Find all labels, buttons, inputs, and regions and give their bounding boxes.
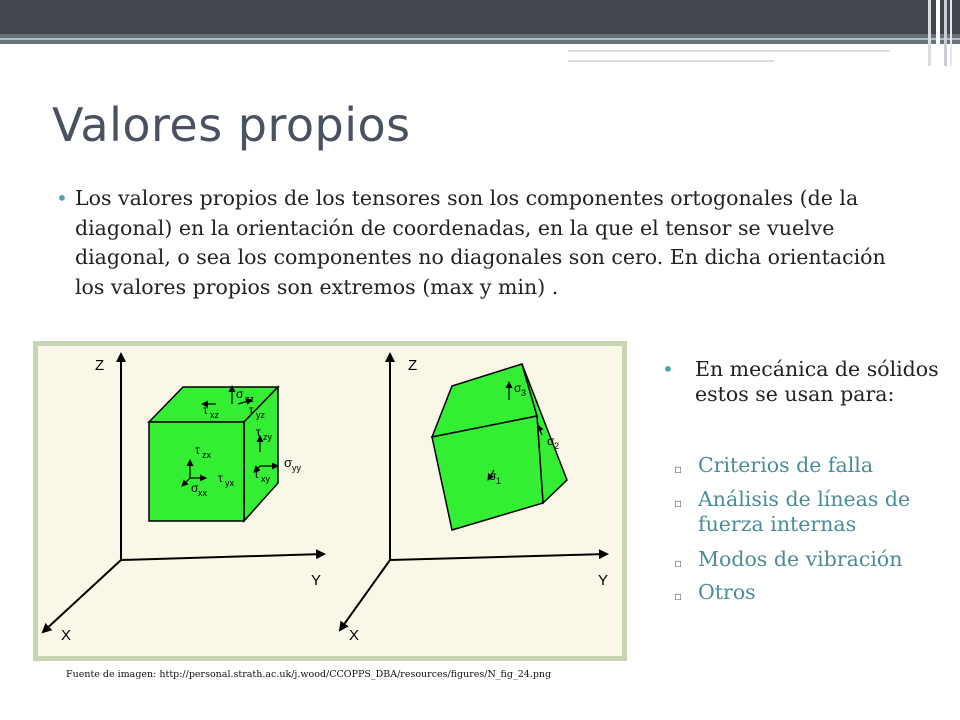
label-sigma-1: σ bbox=[489, 469, 497, 483]
sub-marker: ▫ bbox=[674, 556, 683, 570]
label-sigma-2: σ bbox=[547, 434, 555, 448]
right-axis-z-label: Z bbox=[408, 357, 418, 374]
label-tau-xy-sub: xy bbox=[261, 474, 270, 484]
label-sigma-3: σ bbox=[514, 381, 522, 395]
label-sigma-1-sub: 1 bbox=[496, 476, 502, 486]
label-tau-zx: τ bbox=[195, 443, 200, 457]
sub-item-text: Análisis de líneas de fuerza internas bbox=[698, 487, 911, 536]
label-sigma-xx: σ bbox=[191, 481, 199, 495]
stress-tensor-figure bbox=[32, 340, 628, 662]
label-sigma-zz: σ bbox=[236, 387, 244, 401]
label-sigma-zz-sub: zz bbox=[245, 394, 254, 404]
label-tau-yx: τ bbox=[218, 471, 223, 485]
bullet-marker: • bbox=[662, 357, 674, 381]
slide-title: Valores propios bbox=[52, 98, 411, 152]
label-tau-zy-sub: zy bbox=[263, 432, 272, 442]
sub-marker: ▫ bbox=[674, 589, 683, 603]
label-tau-zx-sub: zx bbox=[202, 450, 211, 460]
left-axis-y-label: Y bbox=[311, 572, 322, 589]
bullet-marker: • bbox=[56, 186, 68, 210]
top-decorative-bar bbox=[0, 0, 960, 66]
right-axis-x-label: X bbox=[349, 627, 360, 644]
right-axis-y-label: Y bbox=[598, 572, 609, 589]
label-sigma-yy: σ bbox=[284, 455, 293, 470]
sub-marker: ▫ bbox=[674, 496, 683, 510]
left-axis-z-label: Z bbox=[95, 357, 105, 374]
label-tau-yz: τ bbox=[249, 403, 254, 417]
label-tau-zy: τ bbox=[256, 425, 261, 439]
main-bullet-text: Los valores propios de los tensores son los componentes ortogonales (de la diagonal) en la orientación de coordenadas, en la que el tensor se vuelve diagonal, o sea los componentes no diagonales son cero. En dicha orientación los valores propios son extremos (max y min) . bbox=[75, 186, 886, 299]
label-sigma-xx-sub: xx bbox=[198, 488, 207, 498]
left-axis-x-label: X bbox=[61, 627, 72, 644]
sub-item-text: Modos de vibración bbox=[698, 547, 903, 571]
label-sigma-2-sub: 2 bbox=[554, 441, 560, 451]
left-cube bbox=[149, 387, 278, 521]
label-tau-yx-sub: yx bbox=[225, 478, 234, 488]
label-sigma-yy-sub: yy bbox=[292, 463, 301, 473]
sub-marker: ▫ bbox=[674, 462, 683, 476]
sub-item-text: Otros bbox=[698, 580, 756, 604]
image-source-caption: Fuente de imagen: http://personal.strath.ac.uk/j.wood/CCOPPS_DBA/resources/figures/N_fig_24.png bbox=[66, 669, 552, 680]
label-tau-xz-sub: xz bbox=[210, 410, 219, 420]
sub-item-text: Criterios de falla bbox=[698, 453, 874, 477]
label-tau-xz: τ bbox=[203, 403, 208, 417]
label-sigma-3-sub: 3 bbox=[521, 388, 527, 398]
side-bullet-text: En mecánica de sólidos estos se usan para: bbox=[695, 357, 939, 406]
label-tau-xy: τ bbox=[254, 467, 259, 481]
label-tau-yz-sub: yz bbox=[256, 410, 265, 420]
